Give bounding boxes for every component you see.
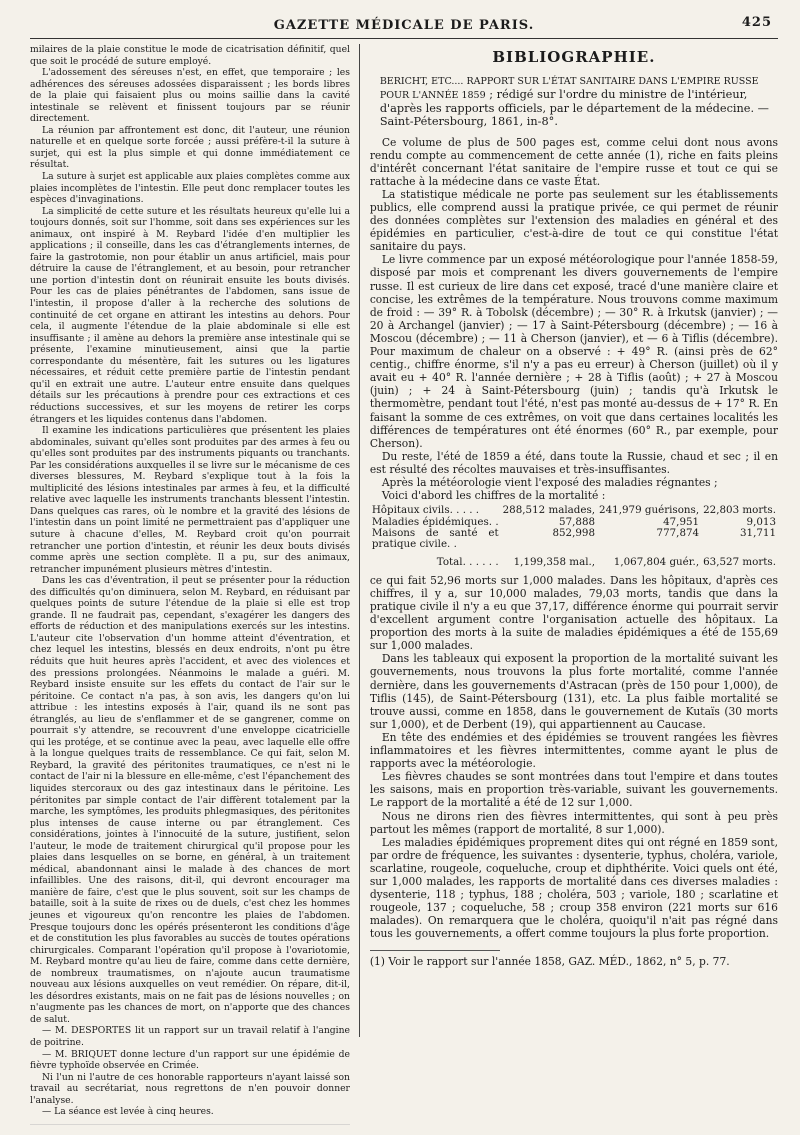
left-paragraph: L'adossement des séreuses n'est, en effet, que temporaire ; les adhérences des séreuses adossées disparaissent ; les bords libres de la plaie qui faisaient plus ou moins saillie dans la cavité intestinale se relèvent et finissent toujours par se réunir directement. [30, 67, 350, 125]
cell-gueris: 241,979 guérisons, [599, 504, 700, 517]
left-paragraph: milaires de la plaie constitue le mode de cicatrisation définitif, quel que soit le procédé de suture employé. [30, 44, 350, 67]
left-paragraph: — M. BRIQUET donne lecture d'un rapport sur une épidémie de fièvre typhoïde observée en Crimée. [30, 1048, 350, 1072]
left-paragraph: — M. DESPORTES lit un rapport sur un travail relatif à l'angine de poitrine. [30, 1025, 350, 1049]
cell-morts: 9,013 [746, 515, 776, 528]
cell-malades: 57,888 [559, 515, 596, 528]
left-paragraph: La réunion par affrontement est donc, dit l'auteur, une réunion naturelle et en quelque sorte forcée ; aussi préfère-t-il la suture à surjet, qui est la plus simple et qui donne immédiatement ce résultat. [30, 124, 350, 171]
columns [30, 44, 778, 1118]
mortality-table [370, 505, 778, 569]
cell-gueris: 777,874 [656, 527, 700, 540]
right-paragraph: Du reste, l'été de 1859 a été, dans toute la Russie, chaud et sec ; il en est résulté des récoltes mauvaises et très-insuffisantes. [369, 449, 778, 476]
article-heading-lead: BERICHT, ETC.... RAPPORT SUR L'ÉTAT SANITAIRE DANS L'EMPIRE RUSSE POUR L'ANNÉE 1859 [379, 75, 759, 101]
right-paragraph: La statistique médicale ne porte pas seulement sur les établissements publics, elle comprend aussi la pratique privée, ce qui permet de réunir des données complètes sur l'extension des maladies en général et des épidémies en particulier, c'est-à-dire de tout ce qui constitue l'état sanitaire du pays. [369, 187, 778, 254]
table-row [370, 528, 778, 550]
blurred-imprint-line [30, 1124, 350, 1135]
left-paragraph: — La séance est levée à cinq heures. [42, 1106, 214, 1118]
cell-malades: 852,998 [552, 527, 596, 540]
row-label: Maisons de santé et pratique civile. . [371, 527, 499, 551]
article-heading [370, 74, 778, 128]
total-morts: 63,527 morts. [703, 556, 776, 569]
total-label: Total. . . . . . [436, 556, 499, 569]
total-gueris: 1,067,804 guér., [613, 556, 700, 569]
right-paragraph: Après la météorologie vient l'exposé des maladies régnantes ; [381, 475, 718, 489]
left-paragraph: Il examine les indications particulières que présentent les plaies abdominales, suivant qu'elles sont produites par des armes à feu ou qu'elles sont produites par des instruments piquants ou tranchants. Par les considérations auxquelles il se livre sur le mécanisme de ces diverses blessures, M. Reybard s'explique tout à la fois la multiplicité des lésions intestinales par armes à feu, et la difficulté relative avec laquelle les instruments tranchants blessent l'intestin. Dans quelques cas rares, où le nombre et la gravité des lésions de l'intestin dans un point limité ne permettraient pas d'appliquer une suture à chacune d'elles, M. Reybard croit qu'on pourrait retrancher une portion d'intestin, et réunir les deux bouts divisés comme après une section complète. Il a pu, sur des animaux, retrancher impunément plusieurs mètres d'intestin. [30, 425, 350, 575]
left-paragraph: Dans les cas d'éventration, il peut se présenter pour la réduction des difficultés qu'on diminuera, selon M. Reybard, en réduisant par quelques points de suture l'étendue de la plaie si elle est trop grande. Il ne faudrait pas, cependant, s'exagérer les dangers des efforts de réduction et des manipulations exercés sur les intestins. L'auteur cite l'observation d'un homme atteint d'éventration, et chez lequel les intestins, blessés en deux endroits, n'ont pu être réduits que huit heures après l'accident, et avec des violences et des pressions prolongées. Néanmoins le malade a guéri. M. Reybard insiste ensuite sur les effets du contact de l'air sur le péritoine. Ce contact n'a pas, à son avis, les dangers qu'on lui attribue : les intestins exposés à l'air, quand ils ne sont pas étranglés, au lieu de s'enflammer et de se gangrener, comme on pourrait s'y attendre, se recouvrent d'une enveloppe cicatricielle qui les protége, et se continue avec la peau, avec laquelle elle offre à la longue quelques traits de ressemblance. Ce qui fait, selon M. Reybard, la gravité des péritonites traumatiques, ce n'est ni le contact de l'air ni la blessure en elle-même, c'est l'épanchement des liquides stercoraux ou des gaz intestinaux dans le péritoine. Les péritonites par simple contact de l'air diffèrent totalement par la marche, les symptômes, les produits phlegmasiques, des péritonites plus intenses de cause interne ou par étranglement. Ces considérations, jointes à l'innocuité de la suture, justifient, selon l'auteur, le mode de traitement chirurgical qu'il propose pour les plaies dans lesquelles on se borne, en général, à un traitement médical, abandonnant ainsi le malade à des chances de mort infaillibles. Une des raisons, dit-il, qui devront encourager ma manière de faire, c'est que le plus souvent, soit sur les champs de bataille, soit à la suite de rixes ou de duels, c'est chez les hommes jeunes et vigoureux qu'on rencontre les plaies de l'abdomen. Presque toujours donc les opérés présenteront les conditions d'âge et de constitution les plus favorables au succès de toutes opérations chirurgicales. Comparant l'opération qu'il propose à l'ovariotomie, M. Reybard montre qu'au lieu de faire, comme dans cette dernière, de nombreux traumatismes, on n'ajoute aucun traumatisme nouveau aux lésions auxquelles on veut remédier. On répare, dit-il, les désordres existants, mais on ne fait pas de lésions nouvelles ; on n'augmente pas les chances de mort, on n'apporte que des chances de salut. [30, 575, 350, 1025]
footnote-rule [370, 950, 500, 951]
right-paragraph: Les fièvres chaudes se sont montrées dans tout l'empire et dans toutes les saisons, mais en proportion très-variable, suivant les gouvernements. Le rapport de la mortalité a été de 12 sur 1,000. [369, 770, 778, 810]
right-column [360, 44, 778, 1037]
left-column [30, 44, 359, 1118]
page-number: 425 [741, 15, 772, 30]
cell-morts: 31,711 [739, 527, 776, 540]
cell-malades: 288,512 malades, [502, 504, 596, 517]
right-paragraph: Voici d'abord les chiffres de la mortalité : [381, 489, 606, 503]
row-label: Maladies épidémiques. . [371, 515, 499, 528]
footnote: (1) Voir le rapport sur l'année 1858, GAZ. MÉD., 1862, n° 5, p. 77. [369, 955, 730, 969]
table-row [370, 505, 778, 517]
table-total-row [370, 550, 778, 569]
row-label: Hôpitaux civils. . . . . [371, 504, 480, 517]
right-paragraph: Dans les tableaux qui exposent la proportion de la mortalité suivant les gouvernements, nous trouvons la plus forte mortalité, comme l'année dernière, dans les gouvernements d'Astracan (près de 150 pour 1,000), de Tiflis (145), de Saint-Pétersbourg (131), etc. La plus faible mortalité se trouve aussi, comme en 1858, dans le gouvernement de Kutaïs (30 morts sur 1,000), et de Derbent (19), qui appartiennent au Caucase. [369, 652, 778, 731]
right-paragraph: Les maladies épidémiques proprement dites qui ont régné en 1859 sont, par ordre de fréquence, les suivantes : dysenterie, typhus, choléra, variole, scarlatine, rougeole, coqueluche, croup et diphthérite. Voici quels ont été, sur 1,000 malades, les rapports de mortalité dans ces diverses maladies : dysenterie, 118 ; typhus, 188 ; choléra, 503 ; variole, 180 ; scarlatine et rougeole, 137 ; coqueluche, 58 ; croup 358 environ (221 morts sur 616 malades). On remarquera que le choléra, quoiqu'il n'ait pas régné dans tous les gouvernements, a offert comme toujours la plus forte proportion. [369, 835, 778, 941]
right-paragraph: En tête des endémies et des épidémies se trouvent rangées les fièvres inflammatoires et les fièvres intermittentes, comme ayant le plus de rapports avec la météorologie. [369, 730, 778, 771]
journal-title: GAZETTE MÉDICALE DE PARIS. [273, 17, 535, 33]
article-heading-rest: ; rédigé sur l'ordre du ministre de l'intérieur, d'après les rapports officiels, par le département de la médecine. — Saint-Pétersbourg, 1861, in-8°. [379, 87, 769, 128]
right-paragraph: ce qui fait 52,96 morts sur 1,000 malades. Dans les hôpitaux, d'après ces chiffres, il y a, sur 10,000 malades, 79,03 morts, tandis que dans la pratique civile il n'y a eu que 37,17, différence énorme qui pourrait servir d'excellent argument contre l'organisation actuelle des hôpitaux. La proportion des morts à la suite de maladies épidémiques a été de 155,69 sur 1,000 malades. [369, 573, 778, 653]
cell-gueris: 47,951 [663, 515, 700, 528]
right-paragraph: Le livre commence par un exposé météorologique pour l'année 1858-59, disposé par mois et comprenant les divers gouvernements de l'empire russe. Il est curieux de lire dans cet exposé, tracé d'une manière claire et concise, les extrêmes de la température. Nous trouvons comme maximum de froid : — 39° R. à Tobolsk (décembre) ; — 30° R. à Irkutsk (janvier) ; — 20 à Archangel (janvier) ; — 17 à Saint-Pétersbourg (décembre) ; — 16 à Moscou (décembre) ; — 11 à Cherson (janvier), et — 6 à Tiflis (décembre). Pour maximum de chaleur on a observé : + 49° R. (ainsi près de 62° centig., chiffre énorme, s'il n'y a pas eu erreur) à Cherson (juillet) où il y avait eu + 40° R. l'année dernière ; + 28 à Tiflis (août) ; + 27 à Moscou (juin) ; + 24 à Saint-Pétersbourg (juin) ; tandis qu'à Irkutsk le thermomètre, pendant tout l'été, n'est pas monté au-dessus de + 17° R. En faisant la somme de ces extrêmes, on voit que dans certaines localités les différences de températures ont été énormes (60° R., par exemple, pour Cherson). [369, 253, 778, 450]
section-title: BIBLIOGRAPHIE. [492, 48, 656, 66]
left-paragraph: Ni l'un ni l'autre de ces honorable rapporteurs n'ayant laissé son travail au secrétariat, nous regrettons de n'en pouvoir donner l'analyse. [30, 1071, 350, 1106]
right-paragraph: Nous ne dirons rien des fièvres intermittentes, qui sont à peu près partout les mêmes (rapport de mortalité, 8 sur 1,000). [369, 809, 778, 836]
cell-morts: 22,803 morts. [703, 504, 776, 517]
left-paragraph: La suture à surjet est applicable aux plaies complètes comme aux plaies incomplètes de l'intestin. Elle peut donc remplacer toutes les espèces d'invaginations. [30, 171, 350, 206]
right-paragraph: Ce volume de plus de 500 pages est, comme celui dont nous avons rendu compte au commencement de cette année (1), riche en faits pleins d'intérêt concernant l'état sanitaire de l'empire russe et tout ce qui se rattache à la médecine dans ce vaste État. [369, 135, 778, 188]
page-header [30, 12, 778, 38]
total-malades: 1,199,358 mal., [513, 556, 596, 569]
left-paragraph: La simplicité de cette suture et les résultats heureux qu'elle lui a toujours donnés, soit sur l'homme, soit dans ses expériences sur les animaux, ont inspiré à M. Reybard l'idée d'en multiplier les applications ; il conseille, dans les cas d'étranglements internes, de faire la gastrotomie, non pour établir un anus artificiel, mais pour détruire la cause de l'étranglement, et au besoin, pour retrancher une portion d'intestin dont on réunirait ensuite les bouts divisés. Pour les cas de plaies pénétrantes de l'abdomen, sans issue de l'intestin, il propose d'aller à la recherche des solutions de continuité de cet organe en attirant les intestins au dehors. Pour cela, il augmente l'étendue de la plaie abdominale si elle est insuffisante ; il amène au dehors la première anse intestinale qui se présente, l'examine minutieusement, ainsi que la partie correspondante du mésentère, fait les sutures ou les ligatures nécessaires, et réduit cette première partie de l'intestin pendant qu'il en extrait une autre. L'auteur entre ensuite dans quelques détails sur les précautions à prendre pour ces extractions et ces réductions successives, et sur les moyens de retirer les corps étrangers et les liquides contenus dans l'abdomen. [30, 205, 350, 425]
header-rule [30, 38, 778, 39]
